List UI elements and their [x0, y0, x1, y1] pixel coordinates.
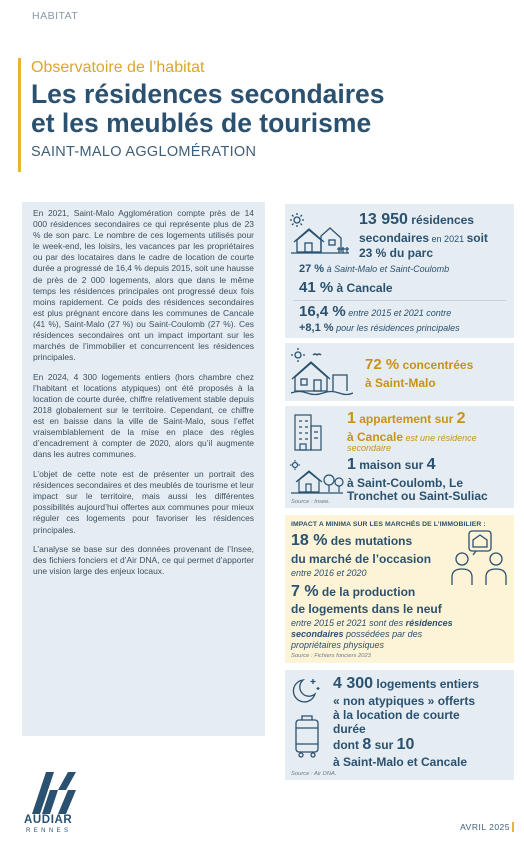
logo-subtitle: RENNES: [26, 828, 72, 834]
stat-box-market-impact: [285, 515, 514, 663]
stat-label: de logements dans le neuf: [291, 602, 442, 616]
title-block: [18, 58, 508, 172]
stat-label: résidences: [405, 618, 453, 628]
stat-apartment-ratio-num: 1: [347, 410, 356, 427]
stat-label: à la location de courte: [333, 708, 460, 722]
stat-rental-count: 4 300: [333, 675, 374, 692]
stat-box-secondary-homes: [285, 204, 514, 338]
kicker: Observatoire de l’habitat: [31, 59, 205, 76]
stat-label: maison sur: [355, 458, 427, 472]
stat-label: possédées par des: [343, 629, 423, 639]
stat-secondary-homes-count: 13 950: [359, 211, 408, 228]
house-trees-icon: [289, 460, 345, 496]
moon-stars-icon: [289, 676, 323, 706]
stat-label: Tronchet ou Saint-Suliac: [347, 489, 488, 503]
stat-new-build-share: 7 %: [291, 583, 319, 600]
stat-label: est une résidence: [403, 433, 477, 443]
title-line-1: Les résidences secondaires: [31, 79, 385, 109]
stat-label: à Saint-Malo et Cancale: [333, 755, 468, 769]
stat-rental-ratio-den: 10: [396, 736, 415, 753]
stat-label: du marché de l’occasion: [291, 552, 432, 566]
stat-label: concentrées: [399, 358, 474, 372]
stat-share-of-stock: 23 % du parc: [359, 246, 434, 260]
subtitle: SAINT-MALO AGGLOMÉRATION: [31, 144, 257, 160]
stat-label: des mutations: [327, 534, 413, 548]
stat-label: appartement sur: [355, 412, 457, 426]
stat-growth-primary: +8,1 %: [299, 322, 334, 334]
intro-paragraph-2: En 2024, 4 300 logements entiers (hors chambre chez l’habitant et locations atypiques) ont été proposés à la location de courte durée, chiffre relativement stable depuis 2018 globalement sur le territoire. Cependant, ce chiffre est en baisse dans la ville de Saint-Malo, sous l’effet vraisemblablement de la mise en place des règles d’encadrement à compter de 2020, alors qu’il augmente dans les autres communes.: [33, 371, 254, 460]
stat-box-ratios: [285, 406, 514, 508]
date-accent-bar: [512, 822, 514, 832]
source-note: Source : Air DNA.: [291, 771, 337, 777]
suitcase-icon: [293, 714, 321, 758]
stat-label: durée: [333, 722, 366, 736]
impact-heading: IMPACT A MINIMA SUR LES MARCHÉS DE L’IMMOBILIER :: [291, 521, 486, 528]
stat-label: « non atypiques » offerts: [333, 694, 476, 708]
publication-date: AVRIL 2025: [460, 822, 510, 832]
people-house-icon: [449, 529, 509, 587]
stat-label: logements entiers: [373, 677, 480, 691]
section-tag: HABITAT: [32, 10, 79, 22]
stat-growth-secondary: 16,4 %: [299, 303, 346, 320]
stat-saint-malo-share: 27 %: [299, 263, 325, 275]
stat-label: en 2021: [429, 234, 467, 244]
stat-label: secondaires: [291, 629, 344, 639]
stat-concentration-percent: 72 %: [365, 356, 400, 373]
stat-house-ratio-num: 1: [347, 456, 356, 473]
source-note: Source : Fichiers fonciers 2023: [291, 653, 371, 659]
stat-label: à Saint-Malo: [365, 376, 436, 390]
stat-label: secondaire: [347, 443, 392, 453]
stat-label: entre 2015 et 2021 sont des: [291, 618, 406, 628]
intro-paragraph-4: L’analyse se base sur des données provenant de l’Insee, des fichiers fonciers et d’Air DNA, ce qui permet d’apporter une vision large des enjeux locaux.: [33, 544, 254, 577]
stat-label: entre 2015 et 2021 contre: [345, 308, 452, 318]
stat-label: secondaires: [359, 231, 430, 245]
stat-label: propriétaires physiques: [291, 640, 385, 650]
intro-panel: [22, 202, 265, 736]
logo-wordmark: AUDIAR: [24, 814, 73, 826]
house-sun-icon: [289, 212, 351, 258]
apartment-building-icon: [293, 412, 323, 452]
stat-label: pour les résidences principales: [333, 323, 460, 333]
stat-rental-ratio-num: 8: [362, 736, 372, 753]
stat-house-ratio-den: 4: [426, 456, 436, 473]
intro-paragraph-3: L’objet de cette note est de présenter un portrait des résidences secondaires et des meublés de tourisme et leur impact sur le territoire, mais aussi les différentes possibilités aujourd’hui offertes aux communes pour mieux réguler ces logements pour favoriser les résidences principales.: [33, 469, 254, 535]
stat-box-concentration: [285, 343, 514, 401]
stat-label: à Saint-Coulomb, Le: [347, 476, 464, 490]
source-note: Source : Insee.: [291, 499, 330, 505]
stat-apartment-ratio-den: 2: [456, 410, 466, 427]
stat-label: soit: [466, 231, 488, 245]
stat-label: sur: [371, 738, 397, 752]
page-title: [31, 80, 508, 138]
seaside-house-icon: [291, 347, 353, 397]
stat-label: de la production: [318, 585, 416, 599]
stat-box-short-term-rentals: [285, 670, 514, 780]
stat-label: entre 2016 et 2020: [291, 568, 367, 578]
intro-paragraph-1: En 2021, Saint-Malo Agglomération compte près de 14 000 résidences secondaires ce qui représente plus de 23 % de son parc. Le nombre de ces logements utilisés pour le week-end, les loisirs, les vacances par les propriétaires ou par des locataires dans le cadre de location de courte durée a progressé de 16,4 % depuis 2015, soit une hausse de près de 2 000 logements, alors que dans le même temps les résidences principales ont progressé deux fois moins rapidement. Ce poids des résidences secondaires est plus prégnant encore dans les communes de Cancale (41 %), Saint-Malo (27 %) ou Saint-Coulomb (27 %). Ces résidences secondaires ont un impact important sur les marchés de l’immobilier et concurrencent les résidences principales.: [33, 208, 254, 363]
stat-label: dont: [333, 738, 363, 752]
stat-label: résidences: [407, 213, 474, 227]
stat-cancale-share: 41 %: [299, 279, 334, 296]
stat-label: à Cancale: [333, 281, 393, 295]
stat-resale-share: 18 %: [291, 532, 328, 549]
title-line-2: et les meublés de tourisme: [31, 108, 372, 138]
audiar-logo-icon: [28, 766, 80, 816]
stat-label: à Cancale: [347, 430, 404, 444]
stat-label: à Saint-Malo et Saint-Coulomb: [324, 264, 450, 274]
